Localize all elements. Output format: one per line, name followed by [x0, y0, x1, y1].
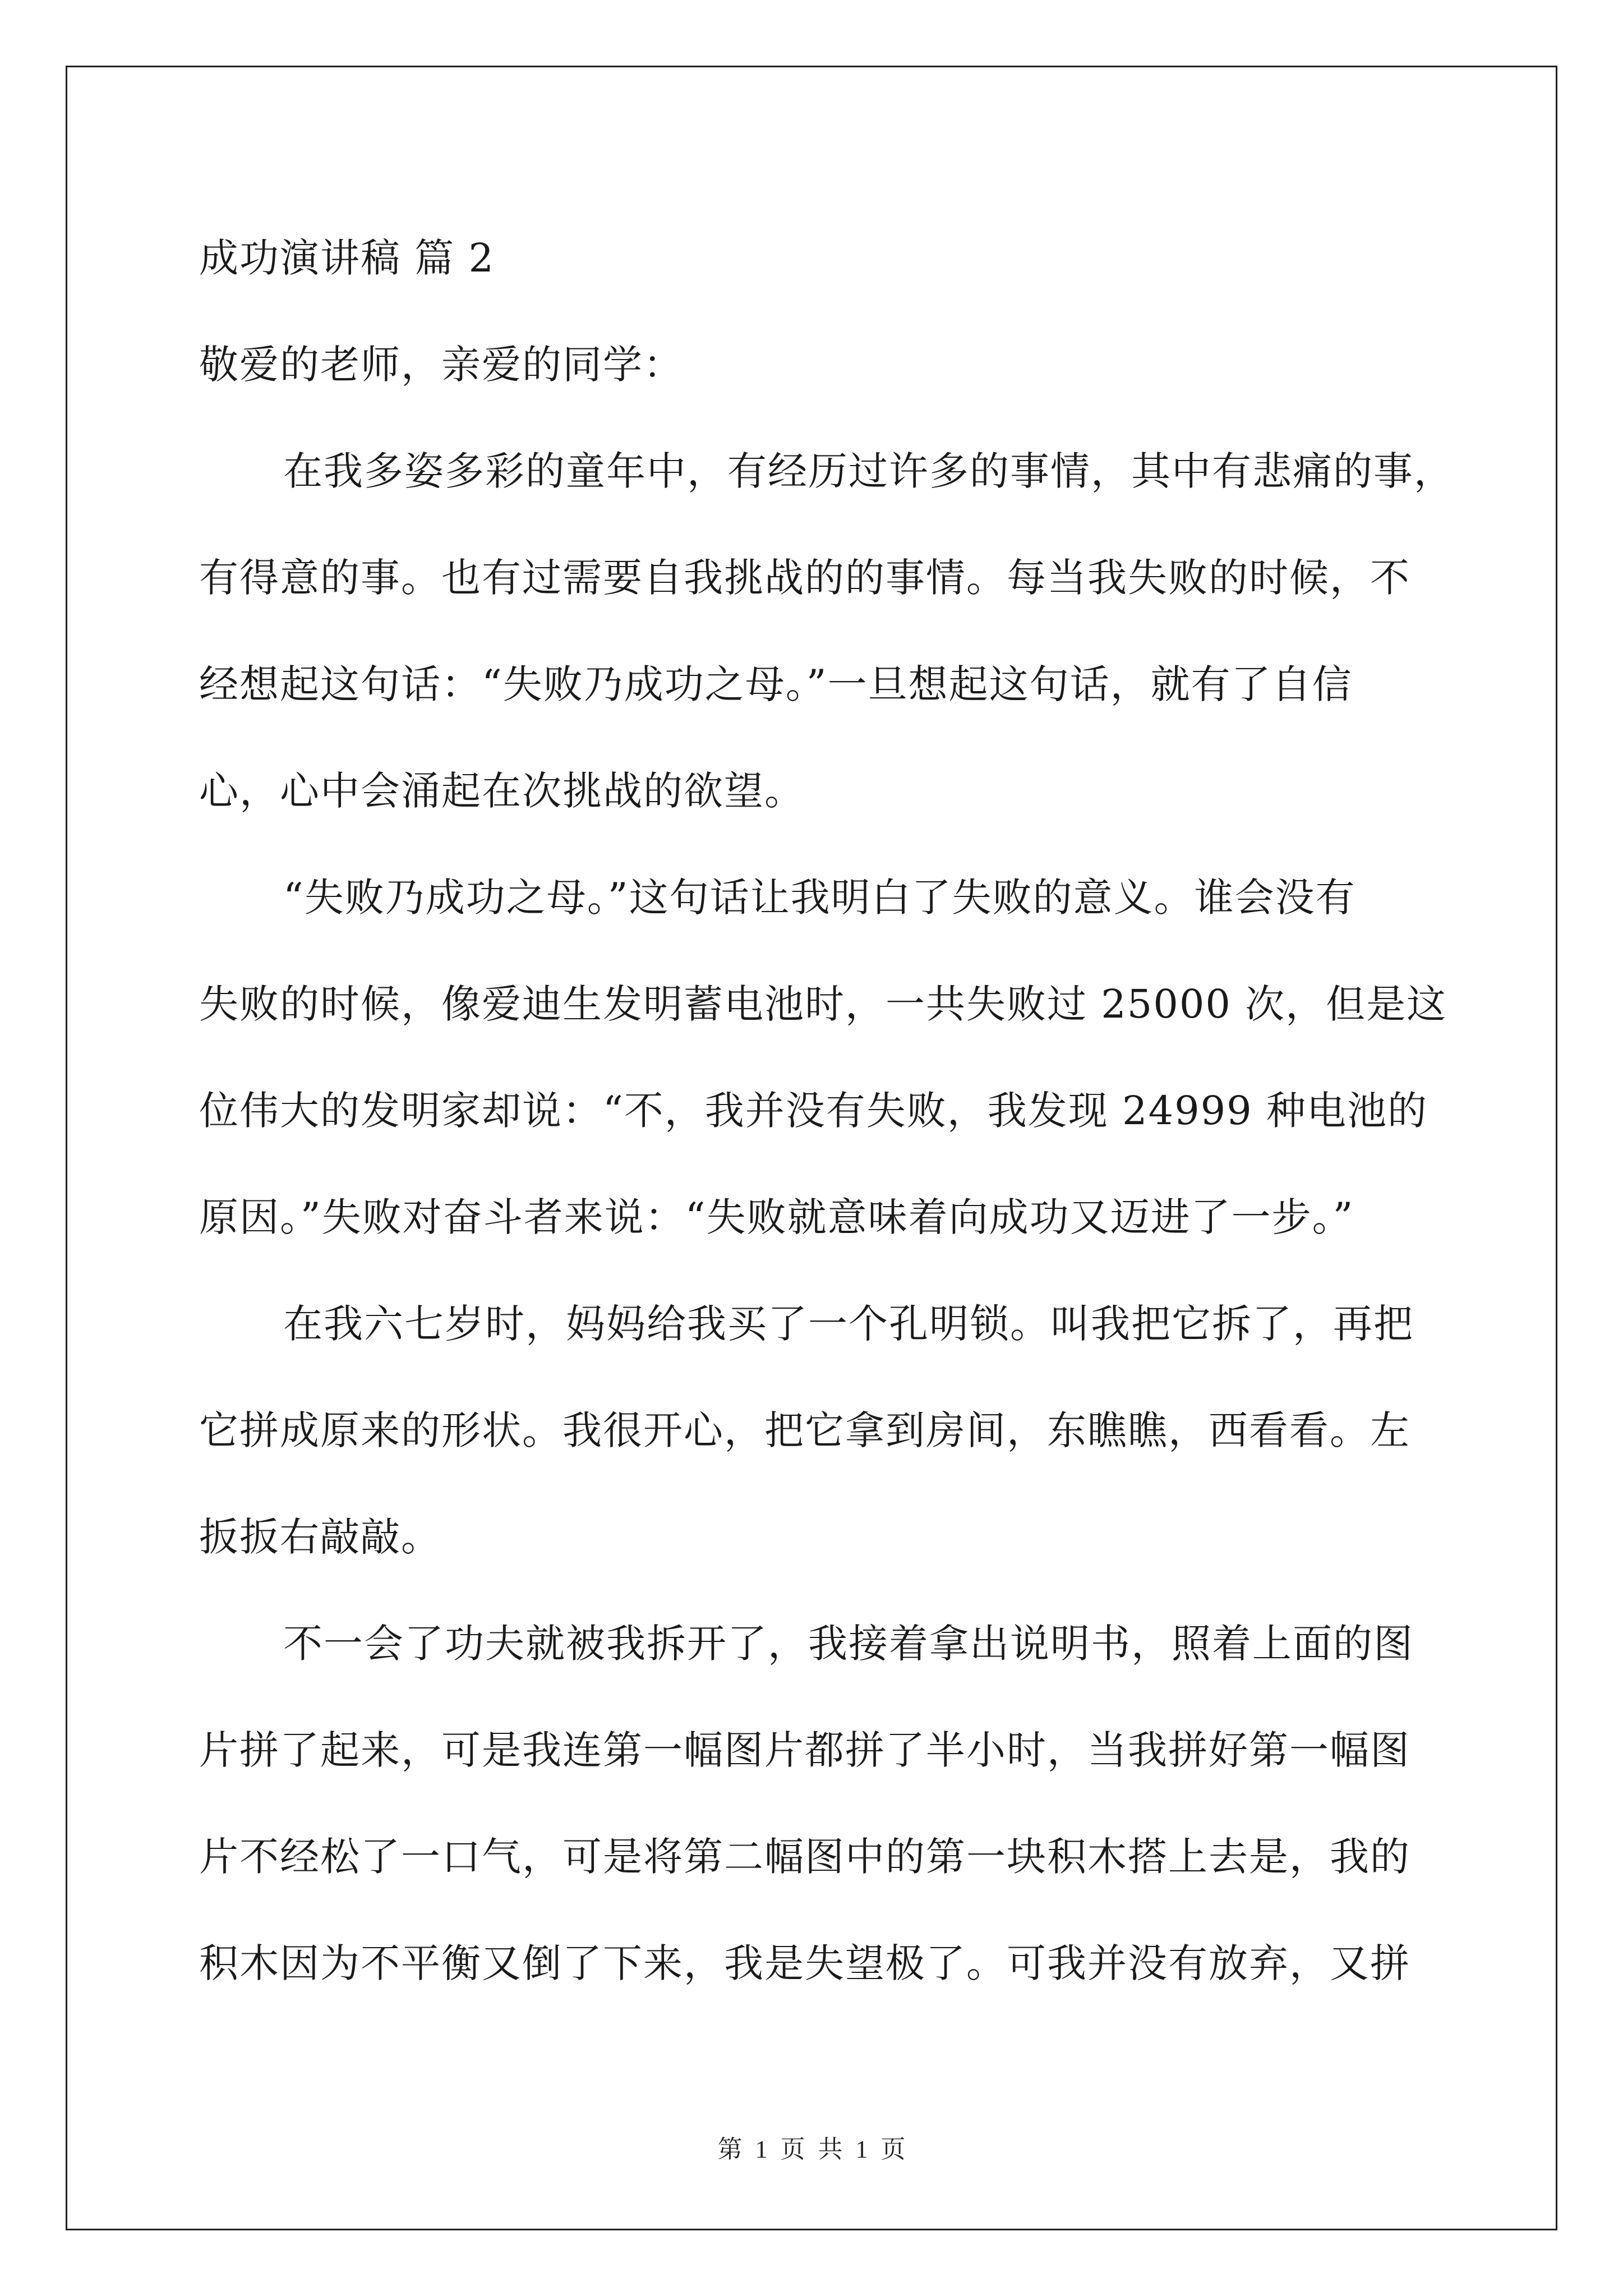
body-line: 它拼成原来的形状。我很开心，把它拿到房间，东瞧瞧，西看看。左 — [199, 1407, 1410, 1453]
body-line: 不一会了功夫就被我拆开了，我接着拿出说明书，照着上面的图 — [283, 1621, 1414, 1667]
body-line: 片拼了起来，可是我连第一幅图片都拼了半小时，当我拼好第一幅图 — [199, 1727, 1410, 1773]
body-line: 位伟大的发明家却说：“不，我并没有失败，我发现 24999 种电池的 — [199, 1088, 1428, 1134]
body-line: 有得意的事。也有过需要自我挑战的的事情。每当我失败的时候，不 — [199, 555, 1410, 601]
body-line: 失败的时候，像爱迪生发明蓄电池时，一共失败过 25000 次，但是这 — [199, 981, 1447, 1027]
body-line: 在我六七岁时，妈妈给我买了一个孔明锁。叫我把它拆了，再把 — [283, 1301, 1414, 1347]
body-line: 经想起这句话：“失败乃成功之母。”一旦想起这句话，就有了自信 — [199, 661, 1353, 707]
body-line: 在我多姿多彩的童年中，有经历过许多的事情，其中有悲痛的事， — [283, 448, 1454, 494]
body-line: “失败乃成功之母。”这句话让我明白了失败的意义。谁会没有 — [283, 875, 1356, 921]
body-line: 片不经松了一口气，可是将第二幅图中的第一块积木搭上去是，我的 — [199, 1834, 1410, 1880]
body-line: 扳扳右敲敲。 — [199, 1514, 441, 1560]
document-title: 成功演讲稿 篇 2 — [199, 235, 495, 281]
body-lines — [199, 418, 1454, 2017]
document-body — [199, 205, 1454, 2017]
greeting: 敬爱的老师，亲爱的同学： — [199, 342, 684, 388]
body-line: 心，心中会涌起在次挑战的欲望。 — [199, 768, 805, 814]
page-footer: 第 1 页 共 1 页 — [717, 2136, 906, 2163]
body-line: 积木因为不平衡又倒了下来，我是失望极了。可我并没有放弃，又拼 — [199, 1940, 1410, 1986]
body-line: 原因。”失败对奋斗者来说：“失败就意味着向成功又迈进了一步。” — [199, 1194, 1354, 1240]
